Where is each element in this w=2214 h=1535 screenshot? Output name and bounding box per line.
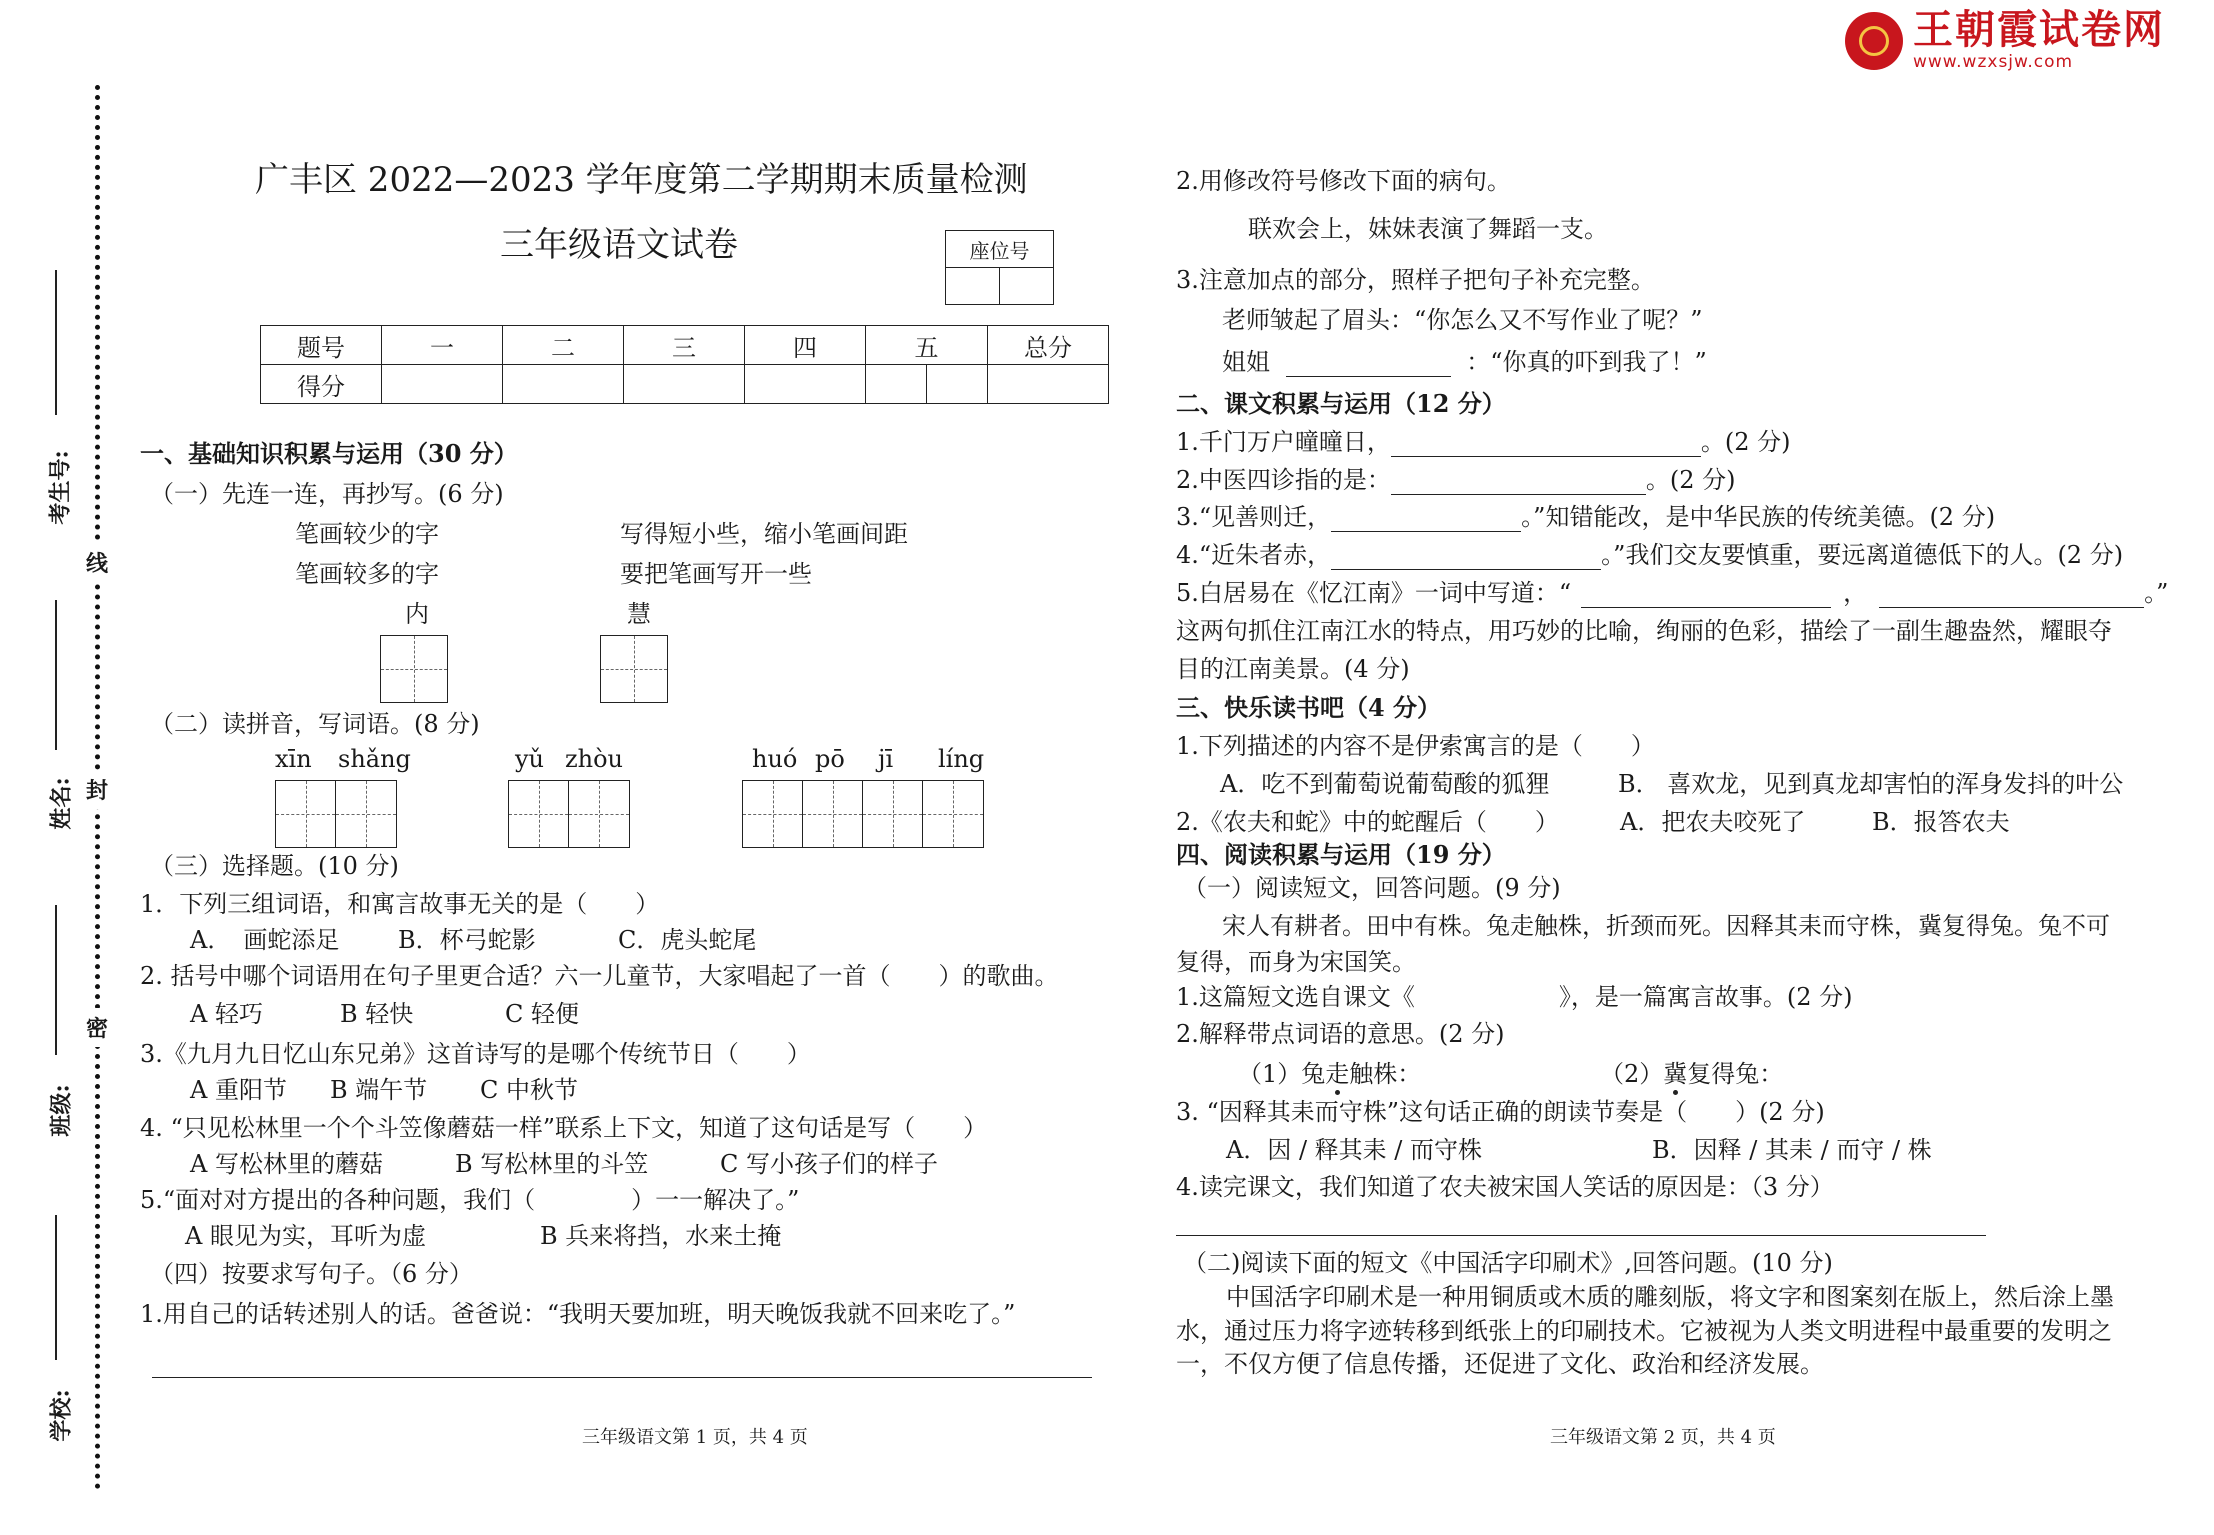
- passage-1-question-2: 2.解释带点词语的意思。(2 分): [1176, 1020, 1505, 1048]
- option: A 眼见为实，耳听为虚: [185, 1222, 426, 1250]
- logo-url: www.wzxsjw.com: [1913, 52, 2074, 72]
- score-header-cell: 五: [866, 326, 988, 365]
- option: B 端午节: [330, 1076, 428, 1104]
- option: B．杯弓蛇影: [398, 926, 536, 954]
- option: B． 喜欢龙，见到真龙却害怕的浑身发抖的叶公: [1618, 770, 2124, 798]
- option: C 写小孩子们的样子: [720, 1150, 938, 1178]
- examinee-no-label: 考生号:: [47, 450, 74, 525]
- writing-question-3: 3.注意加点的部分，照样子把句子补充完整。: [1176, 266, 1655, 294]
- copy-char-2: 慧: [627, 600, 651, 628]
- pinyin: huó: [752, 745, 798, 773]
- pinyin: jī: [878, 745, 894, 773]
- question-5: 5.“面对对方提出的各种问题，我们（ ）一一解决了。”: [140, 1186, 800, 1214]
- pinyin: xīn: [275, 745, 312, 773]
- option: A．把农夫咬死了: [1620, 808, 1806, 836]
- passage-2-line-1: 中国活字印刷术是一种用铜质或木质的雕刻版，将文字和图案刻在版上，然后涂上墨: [1226, 1283, 2114, 1311]
- pinyin: shǎng: [338, 745, 411, 773]
- dotted-word: 走: [1325, 1060, 1350, 1088]
- score-cell[interactable]: [927, 365, 988, 404]
- match-left-1: 笔画较少的字: [295, 520, 439, 548]
- blank[interactable]: [1879, 583, 2144, 608]
- match-right-1: 写得短小些，缩小笔画间距: [620, 520, 908, 548]
- score-cell[interactable]: [382, 365, 503, 404]
- word-explain-1: （1）兔走触株：: [1238, 1060, 1422, 1088]
- exam-title: 广丰区 2022—2023 学年度第二学期期末质量检测: [255, 160, 1028, 200]
- part-2-heading: （二）读拼音，写词语。(8 分): [150, 710, 480, 738]
- blank[interactable]: [1391, 470, 1646, 495]
- passage-1-line-1: 宋人有耕者。田中有株。兔走触株，折颈而死。因释其耒而守株，冀复得兔。兔不可: [1222, 912, 2110, 940]
- score-header-cell: 二: [503, 326, 624, 365]
- section-3-heading: 三、快乐读书吧（4 分）: [1176, 693, 1442, 722]
- question-4: 4. “只见松林里一个个斗笠像蘑菇一样”联系上下文，知道了这句话是写（ ）: [140, 1114, 988, 1142]
- score-table: [260, 325, 1109, 404]
- recall-5: 5.白居易在《忆江南》一词中写道：“ ， 。”: [1176, 579, 2169, 607]
- binding-char-mi: 密: [86, 1008, 108, 1047]
- blank[interactable]: [1581, 583, 1831, 608]
- question-2: 2. 括号中哪个词语用在句子里更合适？六一儿童节，大家唱起了一首（ ）的歌曲。: [140, 962, 1059, 990]
- recall-1: 1.千门万户曈曈日， 。(2 分): [1176, 428, 1791, 456]
- option: A 写松林里的蘑菇: [190, 1150, 383, 1178]
- score-value-row: [261, 365, 1109, 404]
- school-label: 学校:: [48, 1389, 75, 1442]
- option: A． 画蛇添足: [190, 926, 340, 954]
- writing-question-2: 2.用修改符号修改下面的病句。: [1176, 167, 1511, 195]
- passage-1-question-1: 1.这篇短文选自课文《 》，是一篇寓言故事。(2 分): [1176, 983, 1853, 1011]
- pinyin: zhòu: [565, 745, 624, 773]
- binding-char-feng: 封: [86, 770, 108, 809]
- score-cell[interactable]: [988, 365, 1109, 404]
- question-3: 3.《九月九日忆山东兄弟》这首诗写的是哪个传统节日（ ）: [140, 1040, 811, 1068]
- blank[interactable]: [1331, 545, 1601, 570]
- fill-sentence: [1222, 348, 1707, 377]
- section-1-heading: 一、基础知识积累与运用（30 分）: [140, 439, 518, 468]
- passage-1-question-3: 3. “因释其耒而守株”这句话正确的朗读节奏是（ ）(2 分): [1176, 1098, 1825, 1126]
- option: A 重阳节: [190, 1076, 287, 1104]
- copy-char-1: 内: [405, 600, 429, 628]
- option: C 中秋节: [480, 1076, 578, 1104]
- option: A．吃不到葡萄说葡萄酸的狐狸: [1220, 770, 1550, 798]
- binding-char-xian: 线: [86, 543, 108, 582]
- passage-1-line-2: 复得，而身为宋国笑。: [1176, 948, 1416, 976]
- pinyin: pō: [815, 745, 845, 773]
- option: C．虎头蛇尾: [618, 926, 757, 954]
- reading-1-heading: （一）阅读短文，回答问题。(9 分): [1183, 874, 1561, 902]
- exam-subtitle: 三年级语文试卷: [500, 225, 738, 265]
- reading-question-1: 1.下列描述的内容不是伊索寓言的是（ ）: [1176, 732, 1655, 760]
- example-sentence: 老师皱起了眉头：“你怎么又不写作业了呢？”: [1222, 306, 1703, 334]
- passage-2-line-2: 水，通过压力将字迹转移到纸张上的印刷技术。它被视为人类文明进程中最重要的发明之: [1176, 1317, 2112, 1345]
- pinyin-grid-1[interactable]: [275, 780, 397, 848]
- faulty-sentence: 联欢会上，妹妹表演了舞蹈一支。: [1248, 215, 1608, 243]
- recall-5-description: 这两句抓住江南江水的特点，用巧妙的比喻，绚丽的色彩，描绘了一副生趣盎然，耀眼夺: [1176, 617, 2112, 645]
- fill-sentence-end: ：“你真的吓到我了！”: [1466, 348, 1707, 376]
- reading-question-2: 2.《农夫和蛇》中的蛇醒后（ ）: [1176, 808, 1559, 836]
- score-cell[interactable]: [624, 365, 745, 404]
- word-explain-2: （2）冀复得兔：: [1600, 1060, 1784, 1088]
- recall-4: 4.“近朱者赤， 。”我们交友要慎重，要远离道德低下的人。(2 分): [1176, 541, 2124, 569]
- option: A．因 / 释其耒 / 而守株: [1226, 1136, 1483, 1164]
- class-label: 班级:: [48, 1084, 75, 1137]
- option: B 写松林里的斗笠: [455, 1150, 649, 1178]
- option: B．报答农夫: [1872, 808, 2010, 836]
- pinyin-grid-3[interactable]: [742, 780, 984, 848]
- class-line: [55, 905, 57, 1055]
- logo-title: 王朝霞试卷网: [1913, 7, 2165, 53]
- fill-sentence-start: 姐姐: [1222, 348, 1270, 376]
- blank[interactable]: [1391, 432, 1701, 457]
- passage-1-question-4: 4.读完课文，我们知道了农夫被宋国人笑话的原因是：（3 分）: [1176, 1173, 1834, 1201]
- passage-2-line-3: 一，不仅方便了信息传播，还促进了文化、政治和经济发展。: [1176, 1350, 1824, 1378]
- part-3-heading: （三）选择题。(10 分): [150, 852, 399, 880]
- school-line: [55, 1215, 57, 1360]
- score-cell[interactable]: [745, 365, 866, 404]
- examinee-no-line: [55, 270, 57, 415]
- option: B 兵来将挡，水来土掩: [540, 1222, 782, 1250]
- answer-line[interactable]: [1176, 1235, 1986, 1236]
- score-cell[interactable]: [866, 365, 927, 404]
- score-header-cell: 四: [745, 326, 866, 365]
- site-logo: [1845, 7, 2165, 72]
- seat-number-box: [945, 230, 1054, 305]
- pinyin: líng: [938, 745, 985, 773]
- pinyin-grid-2[interactable]: [508, 780, 630, 848]
- score-header-row: [261, 326, 1109, 365]
- score-cell[interactable]: [503, 365, 624, 404]
- recall-5-description-end: 目的江南美景。(4 分): [1176, 655, 1410, 683]
- seat-label: 座位号: [946, 231, 1054, 268]
- blank[interactable]: [1331, 507, 1521, 532]
- question-1: 1．下列三组词语，和寓言故事无关的是（ ）: [140, 890, 660, 918]
- score-header-cell: 题号: [261, 326, 382, 365]
- recall-2: 2.中医四诊指的是： 。(2 分): [1176, 466, 1736, 494]
- seat-cell[interactable]: [946, 268, 1000, 305]
- logo-seal-icon: [1845, 12, 1903, 70]
- option: B．因释 / 其耒 / 而守 / 株: [1652, 1136, 1932, 1164]
- seat-cell[interactable]: [1000, 268, 1054, 305]
- writing-question-1: 1.用自己的话转述别人的话。爸爸说：“我明天要加班，明天晚饭我就不回来吃了。”: [140, 1300, 1016, 1328]
- blank[interactable]: [1286, 352, 1451, 377]
- option: A 轻巧: [190, 1000, 263, 1028]
- option: B 轻快: [340, 1000, 414, 1028]
- section-2-heading: 二、课文积累与运用（12 分）: [1176, 389, 1506, 418]
- copy-grid-1[interactable]: [380, 635, 448, 703]
- score-header-cell: 一: [382, 326, 503, 365]
- option: C 轻便: [505, 1000, 579, 1028]
- score-header-cell: 三: [624, 326, 745, 365]
- score-header-cell: 总分: [988, 326, 1109, 365]
- part-1-heading: （一）先连一连，再抄写。(6 分): [150, 480, 504, 508]
- page-footer-left: 三年级语文第 1 页，共 4 页: [582, 1427, 808, 1448]
- pinyin: yǔ: [515, 745, 545, 773]
- name-label: 姓名:: [48, 777, 75, 830]
- score-row-label: 得分: [261, 365, 382, 404]
- answer-line[interactable]: [152, 1377, 1092, 1378]
- dotted-word: 冀: [1663, 1060, 1688, 1088]
- name-line: [55, 600, 57, 750]
- reading-2-heading: （二)阅读下面的短文《中国活字印刷术》,回答问题。(10 分): [1183, 1249, 1833, 1277]
- match-right-2: 要把笔画写开一些: [620, 560, 812, 588]
- section-4-heading: 四、阅读积累与运用（19 分）: [1176, 840, 1506, 869]
- recall-3: 3.“见善则迁， 。”知错能改，是中华民族的传统美德。(2 分): [1176, 503, 1996, 531]
- match-left-2: 笔画较多的字: [295, 560, 439, 588]
- copy-grid-2[interactable]: [600, 635, 668, 703]
- part-4-heading: （四）按要求写句子。（6 分）: [150, 1260, 473, 1288]
- page-footer-right: 三年级语文第 2 页，共 4 页: [1550, 1427, 1776, 1448]
